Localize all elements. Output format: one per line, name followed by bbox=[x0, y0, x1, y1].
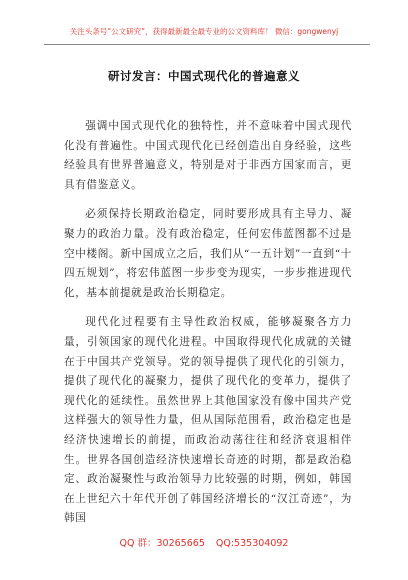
header-banner: 关注头条号“公文研究”，获得最新最全最专业的公文资料库！ 微信：gongwenyj bbox=[69, 27, 339, 36]
paragraph: 强调中国式现代化的独特性，并不意味着中国式现代化没有普遍性。中国式现代化已经创造出自身经验，这些经验具有世界普遍意义，特别是对于非西方国家而言，更具有借鉴意义。 bbox=[64, 120, 352, 191]
document-title: 研讨发言：中国式现代化的普遍意义 bbox=[108, 69, 300, 83]
footer-contact bbox=[0, 535, 408, 549]
paragraph: 现代化过程要有主导性政治权威，能够凝聚各方力量，引领国家的现代化进程。中国取得现代化成就的关键在于中国共产党领导。党的领导提供了现代化的引领力，提供了现代化的凝聚力，提供了现代化的变革力，提供了现代化的延续性。虽然世界上其他国家没有像中国共产党这样强大的领导性力量，但从国际范围看，政治稳定也是经济快速增长的前提，而政治动荡往往和经济衰退相伴生。世界各国创造经济快速增长奇迹的时期，都是政治稳定、政治凝聚性与政治领导力比较强的时期，例如，韩国在上世纪六十年代开创了韩国经济增长的“汉江奇迹”，为韩国 bbox=[64, 316, 352, 525]
header-divider bbox=[44, 44, 370, 45]
document-body bbox=[64, 117, 352, 539]
paragraph: 必须保持长期政治稳定，同时要形成具有主导力、凝聚力的政治力量。没有政治稳定，任何宏伟蓝图都不过是空中楼阁。新中国成立之后，我们从“一五计划”一直到“十四五规划”，将宏伟蓝图一步步变为现实，一步步推进现代化，基本前提就是政治长期稳定。 bbox=[64, 208, 352, 299]
footer-qq-group: QQ 群：30265665 bbox=[119, 538, 205, 549]
footer-qq: QQ:535304092 bbox=[215, 538, 289, 549]
